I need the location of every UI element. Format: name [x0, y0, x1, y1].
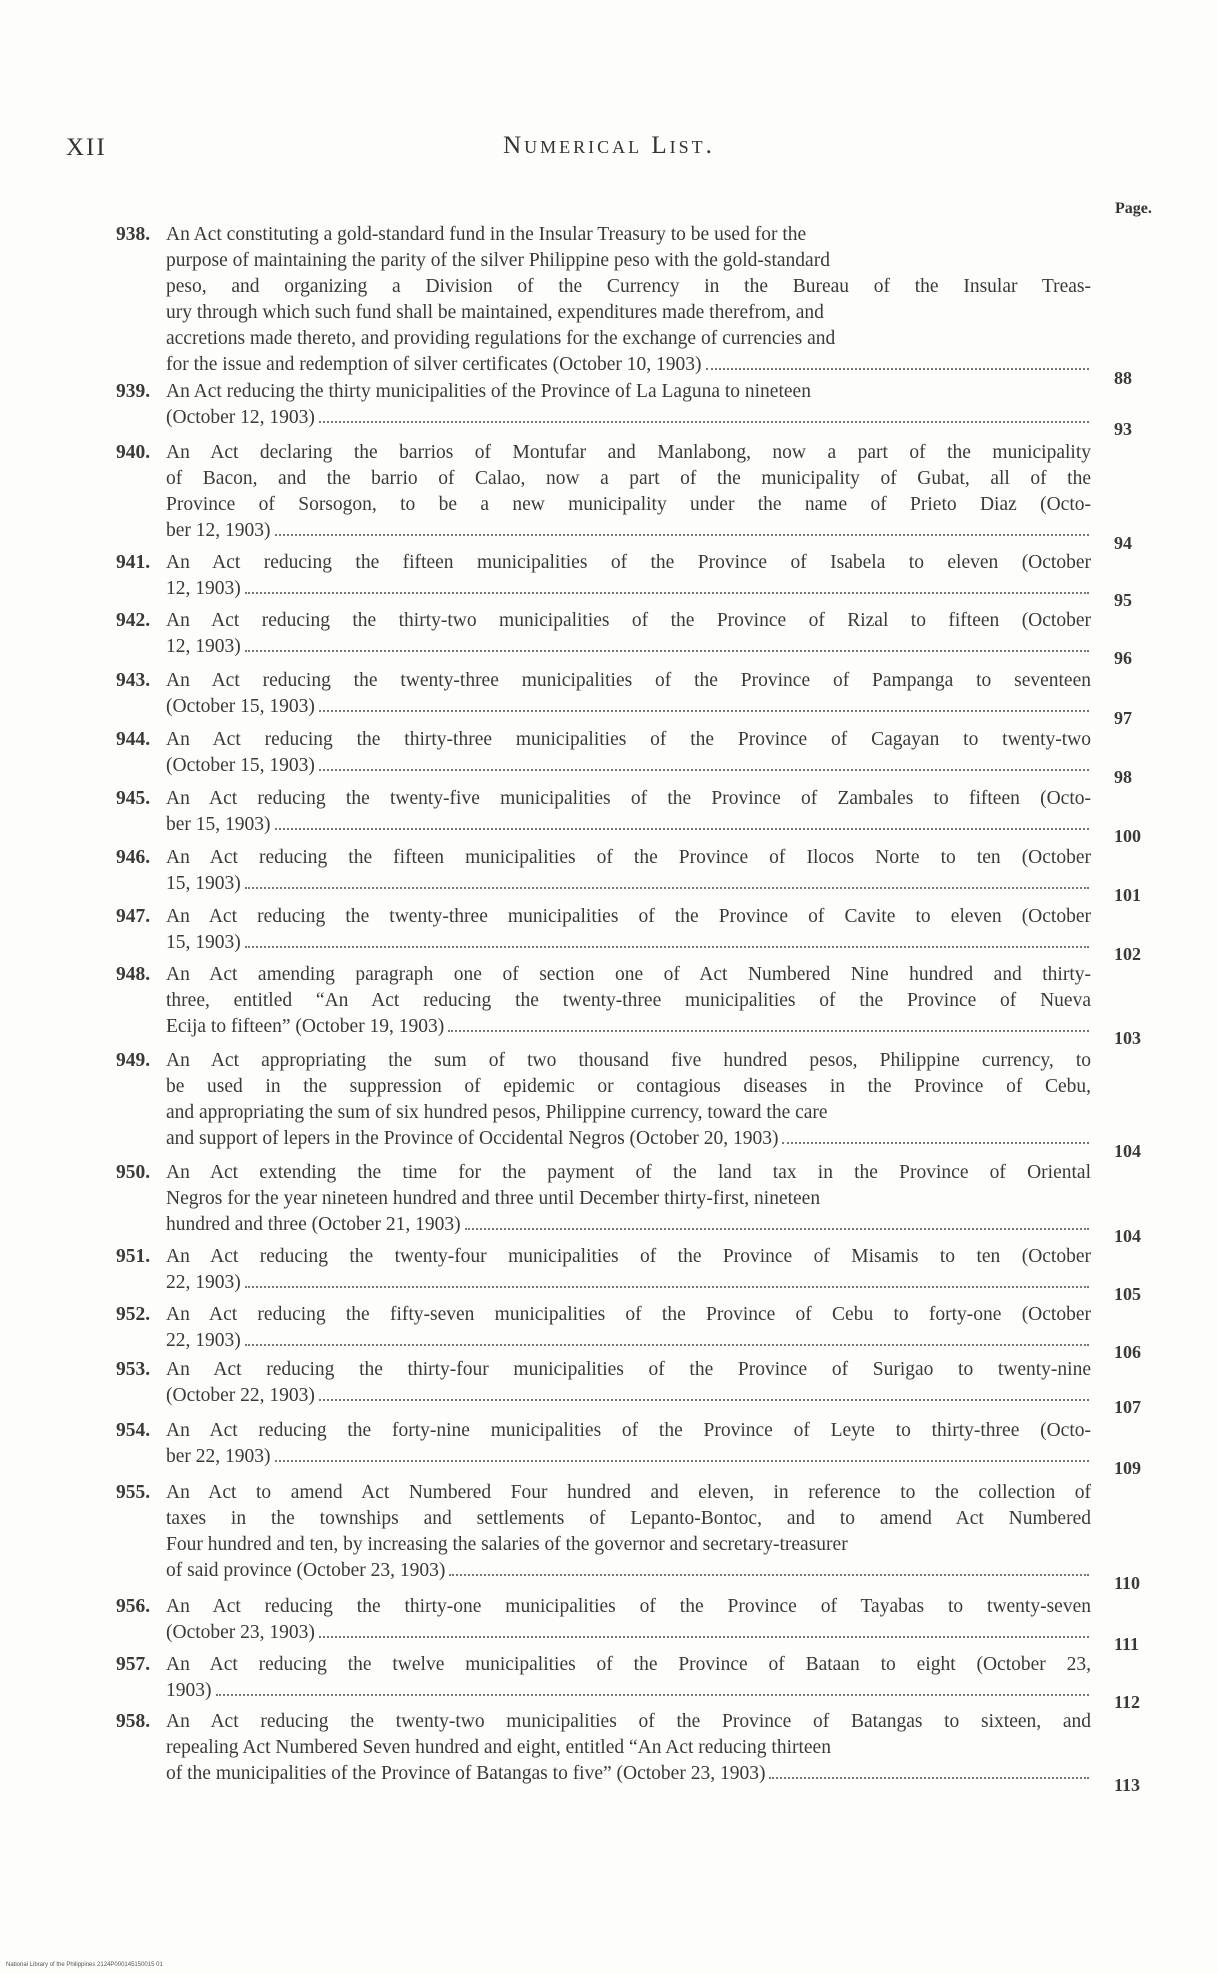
page-reference: 110	[1114, 1572, 1141, 1593]
page-number: XII	[66, 134, 107, 161]
description-text: (October 22, 1903)	[166, 1385, 315, 1406]
act-description	[166, 222, 1091, 378]
description-text: An Act to amend Act Numbered Four hundred and eleven, in reference to the collection of	[166, 1482, 1091, 1503]
description-text: Four hundred and ten, by increasing the salaries of the governor and secretary-treasurer	[166, 1534, 848, 1555]
description-line	[166, 608, 1091, 634]
description-text: and appropriating the sum of six hundred pesos, Philippine currency, toward the care	[166, 1102, 828, 1123]
leader-dots	[216, 1694, 1090, 1696]
description-line	[166, 1270, 1091, 1296]
description-text: An Act reducing the thirty-three municipalities of the Province of Cagayan to twenty-two	[166, 729, 1091, 750]
description-text: An Act reducing the thirty municipalities of the Province of La Laguna to nineteen	[166, 381, 811, 402]
description-text: repealing Act Numbered Seven hundred and eight, entitled “An Act reducing thirteen	[166, 1737, 831, 1758]
leader-dots	[769, 1777, 1089, 1779]
description-line	[166, 1328, 1091, 1354]
description-line	[166, 379, 1091, 405]
page-reference: 107	[1114, 1396, 1141, 1417]
description-line	[166, 576, 1091, 602]
description-text: An Act extending the time for the payment of the land tax in the Province of Oriental	[166, 1162, 1091, 1183]
act-description	[166, 668, 1091, 720]
description-line	[166, 1594, 1091, 1620]
description-text: 22, 1903)	[166, 1330, 241, 1351]
description-text: ber 12, 1903)	[166, 520, 271, 541]
page-reference: 88	[1114, 367, 1132, 388]
act-description	[166, 440, 1091, 544]
page-reference: 102	[1114, 943, 1141, 964]
description-text: ber 15, 1903)	[166, 814, 271, 835]
page-reference: 100	[1114, 825, 1141, 846]
description-text: 1903)	[166, 1680, 212, 1701]
description-text: ber 22, 1903)	[166, 1446, 271, 1467]
description-text: An Act reducing the fifteen municipalities of the Province of Ilocos Norte to ten (October	[166, 847, 1091, 868]
page-reference: 113	[1114, 1775, 1141, 1795]
page-reference: 104	[1114, 1140, 1141, 1161]
description-text: hundred and three (October 21, 1903)	[166, 1214, 461, 1235]
act-number: 943.	[116, 670, 151, 691]
description-line	[166, 1186, 1091, 1212]
page-reference: 106	[1114, 1341, 1141, 1362]
description-text: An Act declaring the barrios of Montufar and Manlabong, now a part of the municipality	[166, 442, 1091, 463]
leader-dots	[319, 1399, 1089, 1401]
page-reference: 104	[1114, 1226, 1141, 1246]
act-number: 948.	[116, 964, 151, 985]
act-description	[166, 1160, 1091, 1238]
description-line	[166, 1444, 1091, 1470]
act-description	[166, 1709, 1091, 1787]
act-number: 957.	[116, 1654, 151, 1675]
description-text: accretions made thereto, and providing regulations for the exchange of currencies and	[166, 328, 836, 349]
description-line	[166, 492, 1091, 518]
leader-dots	[245, 1344, 1089, 1346]
act-description	[166, 379, 1091, 431]
description-text: An Act appropriating the sum of two thousand five hundred pesos, Philippine currency, to	[166, 1050, 1091, 1071]
description-text: 15, 1903)	[166, 932, 241, 953]
act-number: 939.	[116, 381, 151, 402]
act-number: 955.	[116, 1482, 151, 1503]
act-number: 938.	[116, 224, 151, 245]
description-text: An Act reducing the thirty-two municipalities of the Province of Rizal to fifteen (October	[166, 610, 1091, 631]
description-text: An Act reducing the fifty-seven municipalities of the Province of Cebu to forty-one (October	[166, 1304, 1091, 1325]
description-line	[166, 518, 1091, 544]
description-text: An Act reducing the thirty-one municipalities of the Province of Tayabas to twenty-seven	[166, 1596, 1091, 1617]
leader-dots	[245, 592, 1089, 594]
description-line	[166, 1620, 1091, 1646]
act-description	[166, 608, 1091, 660]
act-description	[166, 962, 1091, 1040]
description-text: An Act reducing the twenty-four municipalities of the Province of Misamis to ten (October	[166, 1246, 1091, 1267]
description-line	[166, 1212, 1091, 1238]
act-number: 949.	[116, 1050, 151, 1071]
description-text: purpose of maintaining the parity of the silver Philippine peso with the gold-standard	[166, 250, 830, 271]
act-number: 947.	[116, 906, 151, 927]
leader-dots	[245, 650, 1089, 652]
leader-dots	[706, 368, 1089, 370]
act-description	[166, 1244, 1091, 1296]
description-text: (October 23, 1903)	[166, 1622, 315, 1643]
description-text: An Act reducing the thirty-four municipalities of the Province of Surigao to twenty-nine	[166, 1359, 1091, 1380]
page-reference: 112	[1114, 1691, 1141, 1712]
description-text: (October 15, 1903)	[166, 755, 315, 776]
act-number: 940.	[116, 442, 151, 463]
leader-dots	[275, 1460, 1089, 1462]
description-line	[166, 1761, 1091, 1787]
description-line	[166, 1160, 1091, 1186]
act-number: 941.	[116, 552, 151, 573]
description-line	[166, 930, 1091, 956]
leader-dots	[319, 769, 1089, 771]
description-line	[166, 1100, 1091, 1126]
act-number: 958.	[116, 1711, 151, 1732]
description-text: for the issue and redemption of silver certificates (October 10, 1903)	[166, 354, 702, 375]
description-line	[166, 904, 1091, 930]
description-text: three, entitled “An Act reducing the twenty-three municipalities of the Province of Nueva	[166, 990, 1091, 1011]
description-line	[166, 962, 1091, 988]
act-description	[166, 845, 1091, 897]
description-line	[166, 727, 1091, 753]
description-line	[166, 634, 1091, 660]
description-text: An Act reducing the twelve municipalities of the Province of Bataan to eight (October 23,	[166, 1654, 1091, 1675]
act-number: 952.	[116, 1304, 151, 1325]
page-reference: 96	[1114, 647, 1132, 668]
description-line	[166, 694, 1091, 720]
description-line	[166, 786, 1091, 812]
page-reference: 95	[1114, 589, 1132, 610]
description-text: An Act reducing the forty-nine municipalities of the Province of Leyte to thirty-three (Octo-	[166, 1420, 1091, 1441]
description-line	[166, 352, 1091, 378]
leader-dots	[448, 1030, 1089, 1032]
leader-dots	[275, 534, 1089, 536]
description-line	[166, 1357, 1091, 1383]
page-reference: 98	[1114, 766, 1132, 787]
description-text: be used in the suppression of epidemic or contagious diseases in the Province of Cebu,	[166, 1076, 1091, 1097]
description-text: An Act reducing the twenty-five municipalities of the Province of Zambales to fifteen (Octo-	[166, 788, 1091, 809]
description-line	[166, 812, 1091, 838]
description-line	[166, 1652, 1091, 1678]
act-number: 942.	[116, 610, 151, 631]
description-text: Province of Sorsogon, to be a new municipality under the name of Prieto Diaz (Octo-	[166, 494, 1091, 515]
description-line	[166, 1532, 1091, 1558]
description-line	[166, 466, 1091, 492]
page-reference: 105	[1114, 1283, 1141, 1304]
description-text: of the municipalities of the Province of Batangas to five” (October 23, 1903)	[166, 1763, 766, 1784]
description-text: An Act amending paragraph one of section one of Act Numbered Nine hundred and thirty-	[166, 964, 1091, 985]
description-line	[166, 326, 1091, 352]
description-text: 12, 1903)	[166, 636, 241, 657]
description-line	[166, 300, 1091, 326]
act-number: 944.	[116, 729, 151, 750]
description-line	[166, 1735, 1091, 1761]
description-line	[166, 1678, 1091, 1704]
act-description	[166, 1048, 1091, 1152]
leader-dots	[275, 828, 1089, 830]
description-text: taxes in the townships and settlements of Lepanto-Bontoc, and to amend Act Numbered	[166, 1508, 1091, 1529]
description-text: An Act reducing the twenty-three municipalities of the Province of Pampanga to seventeen	[166, 670, 1091, 691]
description-text: 22, 1903)	[166, 1272, 241, 1293]
description-line	[166, 668, 1091, 694]
description-line	[166, 845, 1091, 871]
description-line	[166, 1014, 1091, 1040]
description-line	[166, 1506, 1091, 1532]
page-reference: 97	[1114, 707, 1132, 728]
page-column-label: Page.	[1115, 200, 1152, 217]
description-text: and support of lepers in the Province of Occidental Negros (October 20, 1903)	[166, 1128, 779, 1149]
description-line	[166, 1302, 1091, 1328]
description-line	[166, 550, 1091, 576]
page-title: Numerical List.	[503, 132, 715, 159]
description-text: 12, 1903)	[166, 578, 241, 599]
description-line	[166, 405, 1091, 431]
description-text: An Act reducing the twenty-two municipalities of the Province of Batangas to sixteen, and	[166, 1711, 1091, 1732]
act-description	[166, 1418, 1091, 1470]
page-reference: 109	[1114, 1457, 1141, 1478]
description-text: (October 12, 1903)	[166, 407, 315, 428]
leader-dots	[319, 1636, 1089, 1638]
act-description	[166, 1652, 1091, 1704]
description-line	[166, 1074, 1091, 1100]
description-line	[166, 274, 1091, 300]
description-line	[166, 1418, 1091, 1444]
act-number: 950.	[116, 1162, 151, 1183]
act-description	[166, 904, 1091, 956]
description-line	[166, 1244, 1091, 1270]
leader-dots	[319, 421, 1089, 423]
page-reference: 94	[1114, 532, 1132, 553]
act-number: 956.	[116, 1596, 151, 1617]
description-line	[166, 1709, 1091, 1735]
leader-dots	[245, 887, 1089, 889]
description-line	[166, 1480, 1091, 1506]
act-number: 954.	[116, 1420, 151, 1441]
description-text: Negros for the year nineteen hundred and three until December thirty-first, nineteen	[166, 1188, 821, 1209]
act-description	[166, 1357, 1091, 1409]
act-description	[166, 1480, 1091, 1584]
page-reference: 93	[1114, 418, 1132, 439]
page-reference: 103	[1114, 1028, 1141, 1048]
act-description	[166, 727, 1091, 779]
description-text: peso, and organizing a Division of the Currency in the Bureau of the Insular Treas-	[166, 276, 1091, 297]
description-line	[166, 1558, 1091, 1584]
description-text: 15, 1903)	[166, 873, 241, 894]
description-text: An Act reducing the fifteen municipalities of the Province of Isabela to eleven (October	[166, 552, 1091, 573]
act-number: 945.	[116, 788, 151, 809]
description-line	[166, 248, 1091, 274]
act-description	[166, 786, 1091, 838]
page-reference: 101	[1114, 884, 1141, 905]
leader-dots	[449, 1574, 1089, 1576]
description-text: An Act constituting a gold-standard fund in the Insular Treasury to be used for the	[166, 224, 807, 245]
description-line	[166, 871, 1091, 897]
act-number: 953.	[116, 1359, 151, 1380]
description-text: (October 15, 1903)	[166, 696, 315, 717]
footer-credit: National Library of the Philippines 2124P000145150015 01	[6, 1962, 163, 1968]
description-line	[166, 988, 1091, 1014]
act-description	[166, 1302, 1091, 1354]
description-line	[166, 222, 1091, 248]
leader-dots	[465, 1228, 1089, 1230]
description-text: An Act reducing the twenty-three municipalities of the Province of Cavite to eleven (October	[166, 906, 1091, 927]
act-number: 951.	[116, 1246, 151, 1267]
act-description	[166, 1594, 1091, 1646]
description-line	[166, 1383, 1091, 1409]
description-line	[166, 753, 1091, 779]
act-description	[166, 550, 1091, 602]
description-line	[166, 1048, 1091, 1074]
description-text: ury through which such fund shall be maintained, expenditures made therefrom, and	[166, 302, 824, 323]
page-reference: 111	[1114, 1633, 1140, 1654]
description-text: of Bacon, and the barrio of Calao, now a part of the municipality of Gubat, all of the	[166, 468, 1091, 489]
description-line	[166, 440, 1091, 466]
leader-dots	[245, 1286, 1089, 1288]
leader-dots	[245, 946, 1089, 948]
description-line	[166, 1126, 1091, 1152]
description-text: Ecija to fifteen” (October 19, 1903)	[166, 1016, 445, 1037]
leader-dots	[319, 710, 1089, 712]
description-text: of said province (October 23, 1903)	[166, 1560, 446, 1581]
act-number: 946.	[116, 847, 151, 868]
leader-dots	[782, 1142, 1089, 1144]
